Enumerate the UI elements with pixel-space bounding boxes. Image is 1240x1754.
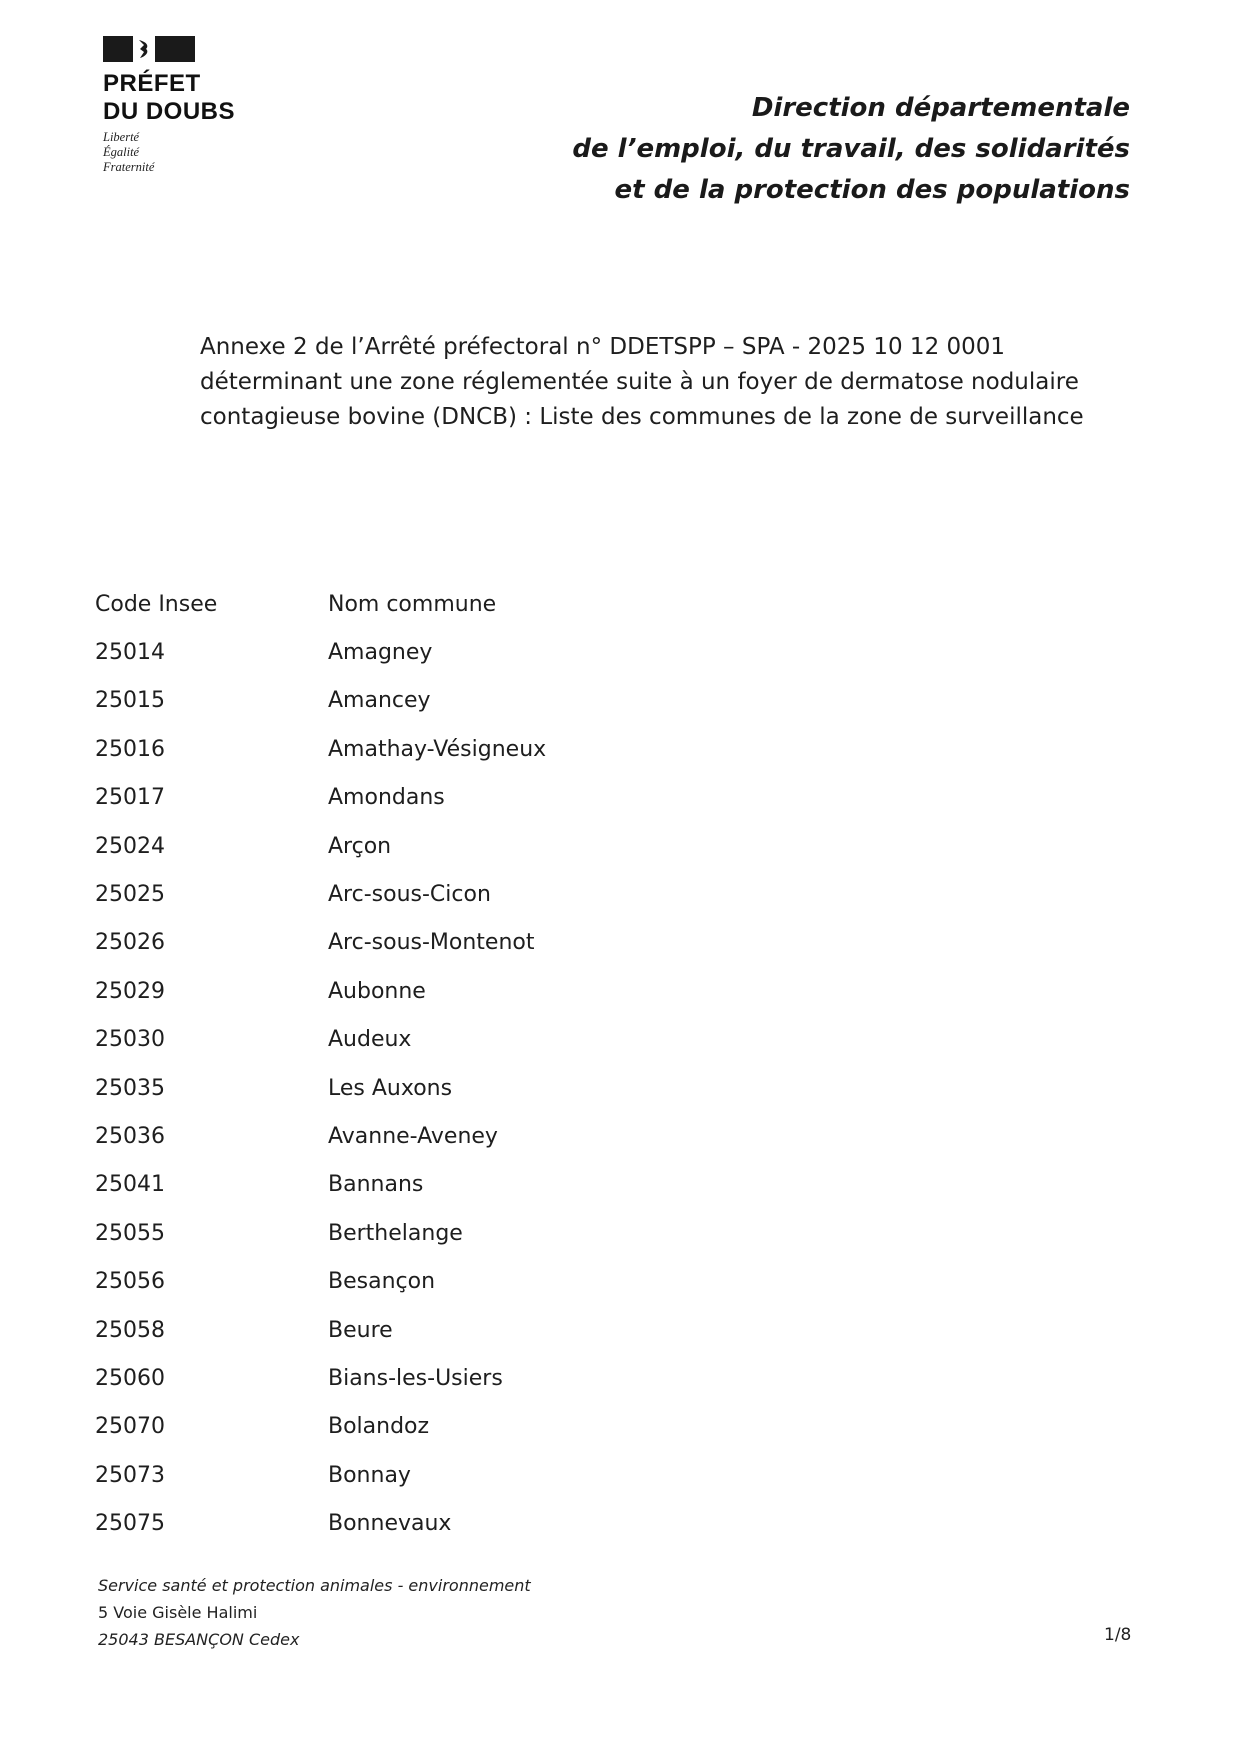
annexe-line: Annexe 2 de l’Arrêté préfectoral n° DDETSPP – SPA - 2025 10 12 0001	[200, 334, 1006, 360]
motto-line: Fraternité	[103, 160, 155, 174]
footer-service: Service santé et protection animales - environnement	[98, 1576, 531, 1595]
footer-street: 5 Voie Gisèle Halimi	[98, 1603, 258, 1622]
code-insee-cell: 25056	[95, 1269, 165, 1295]
table-row	[95, 1403, 828, 1451]
table-row	[95, 725, 828, 773]
code-insee-cell: 25017	[95, 785, 165, 811]
motto-line: Égalité	[103, 145, 140, 159]
code-insee-cell: 25014	[95, 640, 165, 666]
prefet-title	[103, 70, 235, 126]
footer-city: 25043 BESANÇON Cedex	[98, 1630, 300, 1649]
page-number: 1/8	[1104, 1625, 1132, 1645]
nom-commune-cell: Amancey	[328, 688, 431, 714]
code-insee-cell: 25035	[95, 1075, 165, 1101]
code-insee-cell: 25025	[95, 882, 165, 908]
table-row	[95, 1112, 828, 1160]
prefet-title-line: DU DOUBS	[103, 98, 236, 125]
annexe-line: déterminant une zone réglementée suite à un foyer de dermatose nodulaire	[200, 369, 1079, 395]
code-insee-cell: 25029	[95, 978, 165, 1004]
code-insee-cell: 25036	[95, 1123, 165, 1149]
table-row	[95, 1306, 828, 1354]
table-row	[95, 1499, 828, 1547]
code-insee-cell: 25026	[95, 930, 165, 956]
column-header-code: Code Insee	[95, 591, 218, 617]
table-row	[95, 1016, 828, 1064]
nom-commune-cell: Amondans	[328, 785, 445, 811]
table-row	[95, 1209, 828, 1257]
nom-commune-cell: Berthelange	[328, 1220, 463, 1246]
nom-commune-cell: Bannans	[328, 1172, 424, 1198]
table-row	[95, 919, 828, 967]
direction-line: et de la protection des populations	[614, 175, 1130, 205]
direction-line: Direction départementale	[751, 93, 1130, 123]
table-row	[95, 774, 828, 822]
annexe-heading	[200, 330, 1140, 435]
nom-commune-cell: Arc-sous-Cicon	[328, 882, 491, 908]
marianne-emblem-icon	[103, 36, 235, 62]
motto-line: Liberté	[103, 130, 140, 144]
table-row	[95, 677, 828, 725]
nom-commune-cell: Bonnay	[328, 1462, 411, 1488]
code-insee-cell: 25041	[95, 1172, 165, 1198]
nom-commune-cell: Aubonne	[328, 978, 426, 1004]
table-row	[95, 628, 828, 676]
prefet-logo	[103, 36, 235, 175]
nom-commune-cell: Amathay-Vésigneux	[328, 736, 547, 762]
nom-commune-cell: Beure	[328, 1317, 393, 1343]
nom-commune-cell: Bonnevaux	[328, 1511, 452, 1537]
nom-commune-cell: Audeux	[328, 1027, 412, 1053]
table-body	[95, 628, 828, 1547]
nom-commune-cell: Bians-les-Usiers	[328, 1365, 503, 1391]
code-insee-cell: 25016	[95, 736, 165, 762]
nom-commune-cell: Avanne-Aveney	[328, 1123, 498, 1149]
code-insee-cell: 25073	[95, 1462, 165, 1488]
table-row	[95, 1354, 828, 1402]
code-insee-cell: 25058	[95, 1317, 165, 1343]
nom-commune-cell: Bolandoz	[328, 1414, 430, 1440]
republic-motto	[103, 130, 235, 175]
footer-address	[98, 1572, 531, 1653]
code-insee-cell: 25015	[95, 688, 165, 714]
table-header-row	[95, 580, 828, 628]
table-row	[95, 870, 828, 918]
nom-commune-cell: Arçon	[328, 833, 392, 859]
table-row	[95, 822, 828, 870]
code-insee-cell: 25075	[95, 1511, 165, 1537]
direction-line: de l’emploi, du travail, des solidarités	[572, 134, 1130, 164]
nom-commune-cell: Arc-sous-Montenot	[328, 930, 535, 956]
table-row	[95, 1257, 828, 1305]
communes-table	[95, 580, 828, 1548]
direction-title	[572, 88, 1130, 211]
code-insee-cell: 25030	[95, 1027, 165, 1053]
code-insee-cell: 25055	[95, 1220, 165, 1246]
code-insee-cell: 25024	[95, 833, 165, 859]
table-row	[95, 1451, 828, 1499]
table-row	[95, 1161, 828, 1209]
code-insee-cell: 25070	[95, 1414, 165, 1440]
column-header-nom: Nom commune	[328, 591, 497, 617]
table-row	[95, 1064, 828, 1112]
nom-commune-cell: Amagney	[328, 640, 433, 666]
nom-commune-cell: Les Auxons	[328, 1075, 453, 1101]
annexe-line: contagieuse bovine (DNCB) : Liste des communes de la zone de surveillance	[200, 404, 1084, 430]
prefet-title-line: PRÉFET	[103, 70, 201, 97]
nom-commune-cell: Besançon	[328, 1269, 436, 1295]
code-insee-cell: 25060	[95, 1365, 165, 1391]
table-row	[95, 967, 828, 1015]
